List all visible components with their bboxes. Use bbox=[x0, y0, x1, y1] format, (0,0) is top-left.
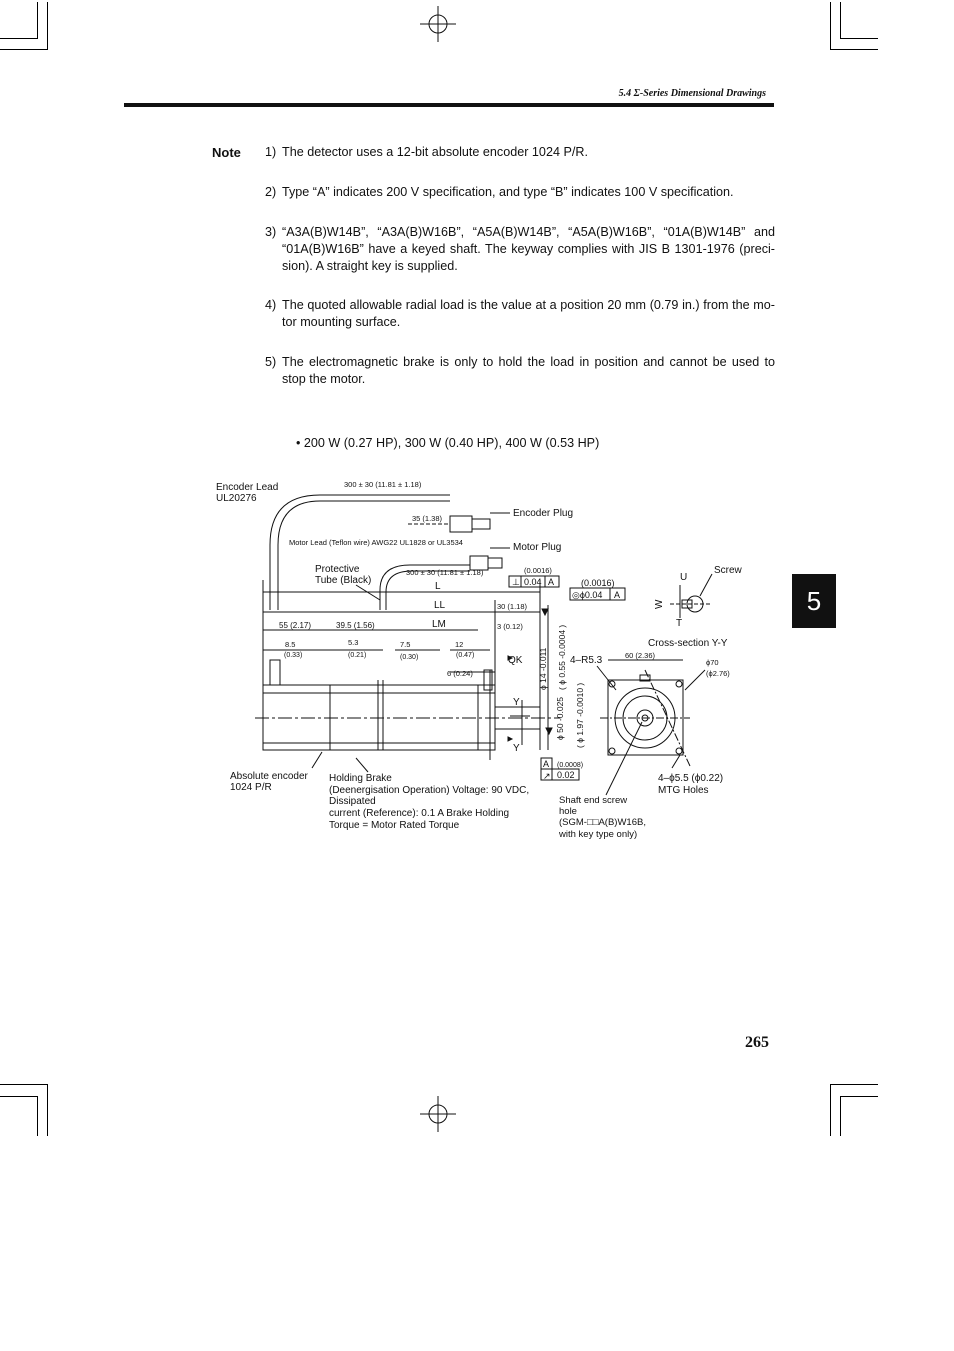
datum-label: A bbox=[548, 577, 555, 587]
corner-radius-label: 4–R5.3 bbox=[570, 655, 603, 666]
holding-brake-label: Holding Brake bbox=[329, 773, 392, 784]
crop-mark bbox=[840, 1096, 878, 1097]
dim-300-top: 300 ± 30 (11.81 ± 1.18) bbox=[344, 480, 422, 489]
key-dim-U: U bbox=[680, 572, 688, 583]
holding-brake-spec-4: Torque = Motor Rated Torque bbox=[329, 820, 460, 831]
absolute-encoder-label: Absolute encoder bbox=[230, 771, 308, 782]
shaft-screw-hole-label-3: (SGM-□□A(B)W16B, bbox=[559, 817, 646, 828]
note-label: Note bbox=[212, 145, 241, 160]
perpendicularity-symbol: ⊥ bbox=[512, 577, 520, 587]
dim-QK: QK bbox=[508, 655, 523, 666]
dim-8-5: 8.5 bbox=[285, 640, 296, 649]
crop-mark bbox=[0, 1096, 38, 1097]
crop-mark bbox=[830, 1084, 831, 1136]
dim-7-5: 7.5 bbox=[400, 640, 411, 649]
absolute-encoder-resolution: 1024 P/R bbox=[230, 782, 272, 793]
note-number: 5) bbox=[265, 355, 277, 369]
dim-5-3-in: (0.21) bbox=[348, 652, 367, 659]
concentricity-value: ◎ϕ0.04 bbox=[572, 590, 603, 600]
dim-6: 6 (0.24) bbox=[447, 669, 473, 678]
note-text: Type “A” indicates 200 V specification, and type “B” indicates 100 V specification. bbox=[282, 185, 734, 199]
crop-mark bbox=[47, 1084, 48, 1136]
screw-label: Screw bbox=[714, 565, 742, 576]
motor-plug-label: Motor Plug bbox=[513, 542, 562, 553]
dim-phi70-in: (ϕ2.76) bbox=[706, 669, 730, 678]
dim-39-5: 39.5 (1.56) bbox=[336, 621, 375, 630]
dim-35: 35 (1.38) bbox=[412, 514, 443, 523]
dim-7-5-in: (0.30) bbox=[400, 654, 419, 661]
dim-12-in: (0.47) bbox=[456, 652, 475, 659]
flange-diameter: ϕ 50 -0.025 bbox=[555, 696, 565, 740]
shaft-screw-hole-label-2: hole bbox=[559, 806, 577, 817]
tolerance-0016-b: (0.0016) bbox=[581, 578, 615, 588]
dim-55: 55 (2.17) bbox=[279, 621, 312, 630]
tolerance-0016: (0.0016) bbox=[524, 566, 552, 575]
chapter-tab: 5 bbox=[792, 574, 836, 628]
cross-section-label: Cross-section Y-Y bbox=[648, 638, 728, 649]
shaft-diameter-inch: ( ϕ 0.55 -0.0004 ) bbox=[557, 624, 567, 690]
dim-12: 12 bbox=[455, 640, 464, 649]
holding-brake-spec: (Deenergisation Operation) Voltage: 90 VDC, bbox=[329, 785, 530, 796]
dim-LL: LL bbox=[434, 600, 446, 611]
section-header: 5.4 Σ-Series Dimensional Drawings bbox=[618, 88, 766, 99]
note-text: The detector uses a 12-bit absolute encoder 1024 P/R. bbox=[282, 145, 588, 159]
encoder-lead-label: Encoder Lead bbox=[216, 482, 279, 493]
dim-5-3: 5.3 bbox=[348, 638, 359, 647]
tolerance-0008: (0.0008) bbox=[557, 762, 584, 769]
encoder-plug-label: Encoder Plug bbox=[513, 508, 574, 519]
dim-L: L bbox=[435, 581, 441, 592]
note-number: 3) bbox=[265, 225, 277, 239]
dim-300-mid: 300 ± 30 (11.81 ± 1.18) bbox=[406, 568, 484, 577]
registration-mark-bottom bbox=[420, 1096, 456, 1132]
protective-tube-label-2: Tube (Black) bbox=[315, 575, 372, 586]
section-Y-top: Y bbox=[513, 697, 520, 708]
dim-30: 30 (1.18) bbox=[497, 602, 528, 611]
protective-tube-label: Protective bbox=[315, 564, 360, 575]
crop-mark bbox=[37, 1096, 38, 1136]
dim-3: 3 (0.12) bbox=[497, 622, 523, 631]
crop-mark bbox=[0, 1084, 48, 1085]
datum-label-2: A bbox=[614, 590, 621, 600]
dim-8-5-in: (0.33) bbox=[284, 652, 303, 659]
dim-LM: LM bbox=[432, 619, 446, 630]
section-Y-bottom: Y bbox=[513, 743, 520, 754]
perpendicularity-value: 0.04 bbox=[524, 577, 542, 587]
mtg-holes-label: MTG Holes bbox=[658, 785, 709, 796]
shaft-screw-hole-label-4: with key type only) bbox=[559, 829, 638, 840]
key-dim-T: T bbox=[676, 618, 683, 629]
motor-lead-label: Motor Lead (Teflon wire) AWG22 UL1828 or UL3534 bbox=[289, 538, 463, 547]
crop-mark bbox=[840, 1096, 841, 1136]
note-number: 2) bbox=[265, 185, 277, 199]
flange-diameter-inch: ( ϕ 1.97 -0.0010 ) bbox=[575, 682, 585, 748]
holding-brake-spec-3: current (Reference): 0.1 A Brake Holding bbox=[329, 808, 510, 819]
note-number: 4) bbox=[265, 298, 277, 312]
crop-mark bbox=[830, 1084, 878, 1085]
dim-phi70: ϕ70 bbox=[706, 658, 719, 667]
encoder-lead-spec: UL20276 bbox=[216, 493, 257, 504]
note-number: 1) bbox=[265, 145, 277, 159]
key-dim-W: W bbox=[654, 599, 665, 609]
mtg-holes-dim: 4–ϕ5.5 (ϕ0.22) bbox=[658, 773, 724, 784]
shaft-diameter: ϕ 14 -0.011 bbox=[538, 647, 548, 690]
note-text: The electromagnetic brake is only to hold the load in position and cannot be used to stop the motor. bbox=[282, 355, 775, 386]
datum-label-3: A bbox=[543, 759, 550, 769]
dim-60: 60 (2.36) bbox=[625, 651, 656, 660]
note-text: The quoted allowable radial load is the value at a position 20 mm (0.79 in.) from the mo-tor mounting surface. bbox=[282, 298, 775, 329]
note-text: “A3A(B)W14B”, “A3A(B)W16B”, “A5A(B)W14B”, “A5A(B)W16B”, “01A(B)W14B” and “01A(B)W16B” have a keyed shaft. The keyway complies with JIS B 1301-1976 (preci-sion). A straight key is supplied. bbox=[282, 225, 775, 273]
shaft-screw-hole-label: Shaft end screw bbox=[559, 795, 628, 806]
page-number: 265 bbox=[745, 1034, 769, 1051]
runout-value: 0.02 bbox=[557, 770, 575, 780]
runout-symbol: ↗ bbox=[543, 771, 551, 781]
model-bullet: • 200 W (0.27 HP), 300 W (0.40 HP), 400 W (0.53 HP) bbox=[296, 436, 600, 450]
holding-brake-spec-2: Dissipated bbox=[329, 796, 376, 807]
